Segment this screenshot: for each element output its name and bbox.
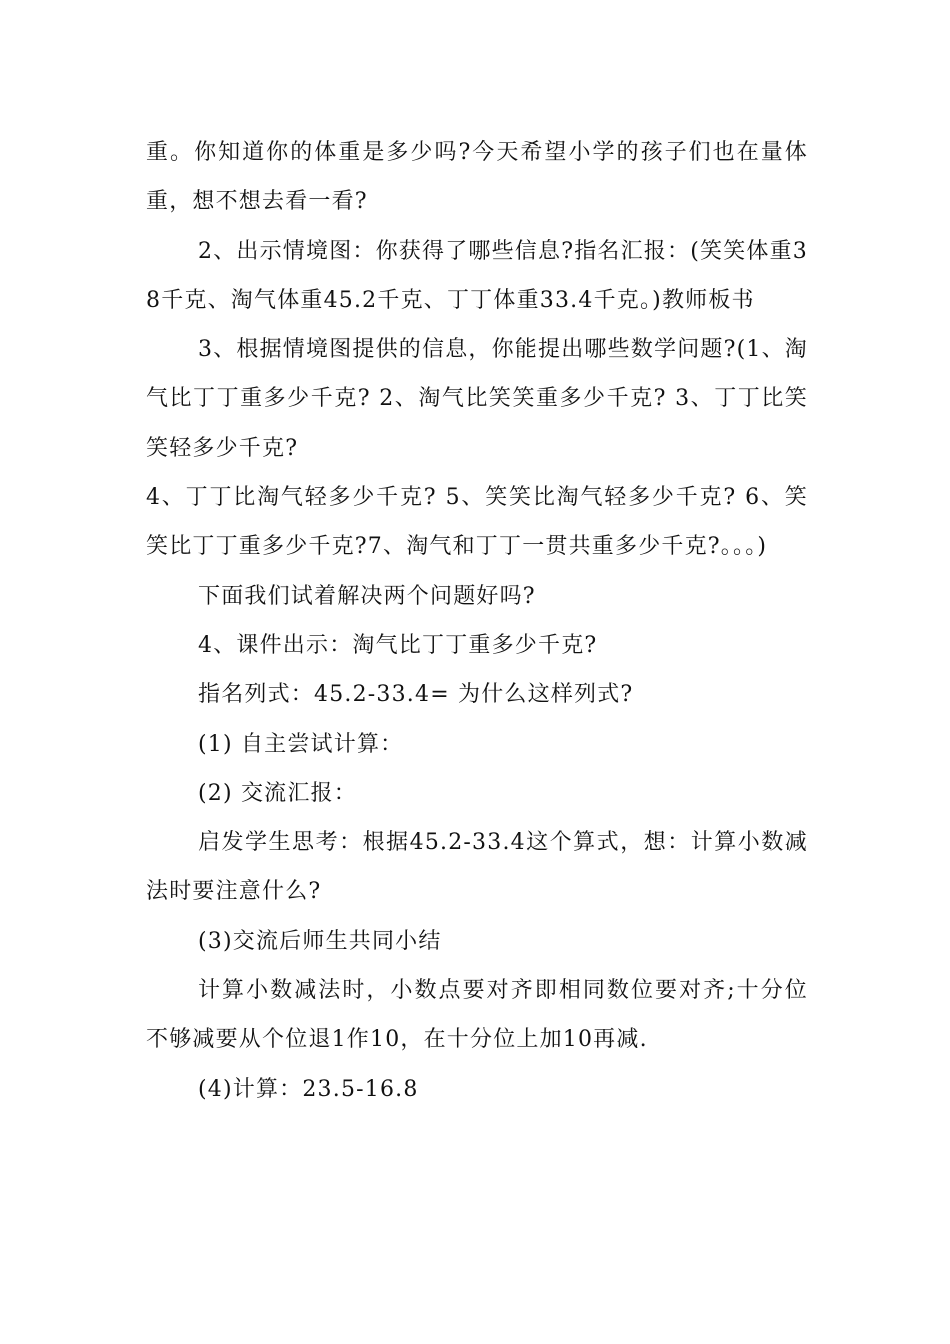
paragraph-summary: 计算小数减法时，小数点要对齐即相同数位要对齐;十分位不够减要从个位退1作10，在十分位上加10再减.: [146, 978, 808, 1053]
paragraph-think: 启发学生思考：根据45.2-33.4这个算式，想：计算小数减法时要注意什么?: [146, 830, 808, 905]
paragraph-math-questions: 3、根据情境图提供的信息，你能提出哪些数学问题?(1、淘气比丁丁重多少千克? 2、淘气比笑笑重多少千克? 3、丁丁比笑笑轻多少千克?: [146, 337, 808, 461]
paragraph-step-3: (3)交流后师生共同小结: [198, 928, 442, 954]
paragraph-step-4: (4)计算：23.5-16.8: [198, 1076, 419, 1102]
paragraph-more-questions: 4、丁丁比淘气轻多少千克? 5、笑笑比淘气轻多少千克? 6、笑笑比丁丁重多少千克?7、淘气和丁丁一贯共重多少千克?。。。): [146, 485, 808, 560]
paragraph-situation-picture: 2、出示情境图：你获得了哪些信息?指名汇报：(笑笑体重38千克、淘气体重45.2千克、丁丁体重33.4千克。)教师板书: [146, 238, 808, 313]
paragraph-step-1: (1) 自主尝试计算：: [198, 731, 404, 757]
paragraph-weight-intro: 重。你知道你的体重是多少吗?今天希望小学的孩子们也在量体重，想不想去看一看?: [146, 140, 808, 215]
document-body: [146, 128, 808, 1114]
paragraph-formula: 指名列式：45.2-33.4= 为什么这样列式?: [198, 682, 634, 708]
paragraph-step-2: (2) 交流汇报：: [198, 780, 357, 806]
paragraph-courseware: 4、课件出示：淘气比丁丁重多少千克?: [198, 632, 598, 658]
paragraph-try-solve: 下面我们试着解决两个问题好吗?: [198, 583, 536, 609]
